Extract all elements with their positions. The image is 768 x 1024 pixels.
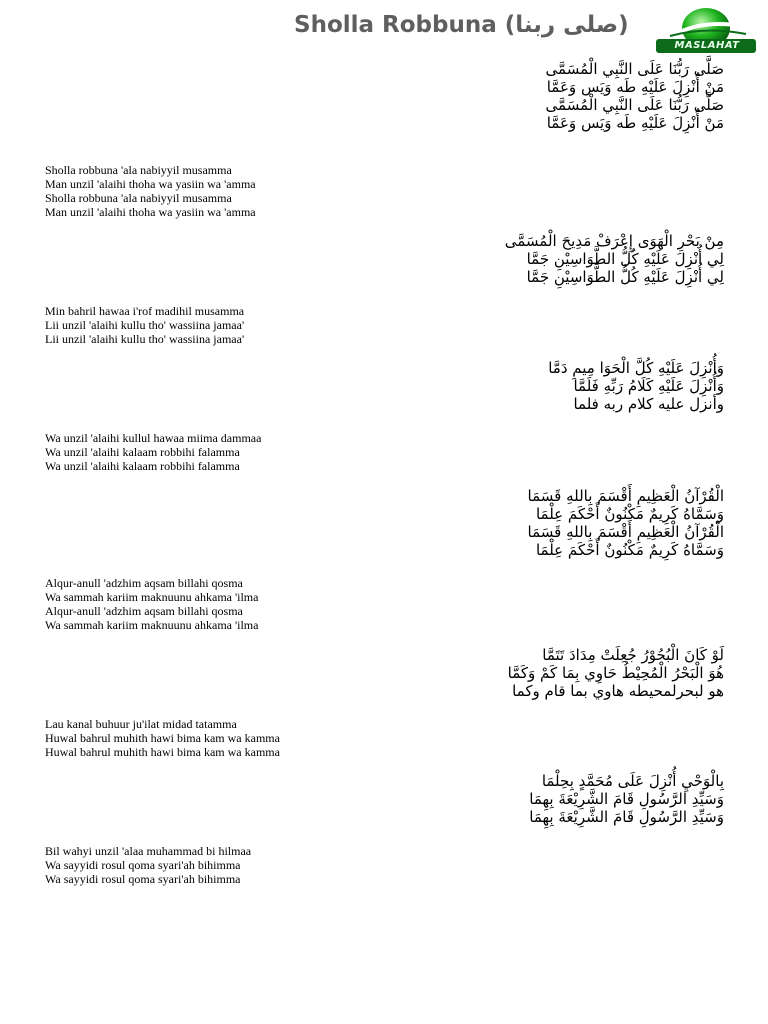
latin-line: Alqur-anull 'adzhim aqsam billahi qosma: [45, 576, 243, 590]
stanza-1-latin: [45, 163, 465, 219]
latin-line: Wa unzil 'alaihi kalaam robbihi falamma: [45, 445, 240, 459]
arabic-line: بِالْوَحْيِ أُنْزِلَ عَلَى مُحَمَّدٍ بِحِلْمَا: [541, 772, 724, 790]
latin-line: Wa unzil 'alaihi kullul hawaa miima dammaa: [45, 431, 262, 445]
stanza-5-arabic: [404, 646, 724, 700]
latin-line: Sholla robbuna 'ala nabiyyil musamma: [45, 191, 232, 205]
latin-line: Huwal bahrul muhith hawi bima kam wa kamma: [45, 745, 280, 759]
arabic-line: مَنْ أُنْزِلَ عَلَيْهِ طَه وَيَس وَعَمَّا: [546, 114, 724, 132]
latin-line: Wa sayyidi rosul qoma syari'ah bihimma: [45, 872, 241, 886]
arabic-line: وأنزل عليه كلام ربه فلما: [573, 395, 724, 413]
latin-line: Wa unzil 'alaihi kalaam robbihi falamma: [45, 459, 240, 473]
arabic-line: صَلَّى رَبُّنَا عَلَى النَّبِي الْمُسَمَّى: [545, 96, 724, 114]
latin-line: Alqur-anull 'adzhim aqsam billahi qosma: [45, 604, 243, 618]
latin-line: Lii unzil 'alaihi kullu tho' wassiina jamaa': [45, 318, 245, 332]
arabic-line: مَنْ أُنْزِلَ عَلَيْهِ طَه وَيَس وَعَمَّا: [546, 78, 724, 96]
stanza-4-latin: [45, 576, 465, 632]
arabic-line: وَأُنْزِلَ عَلَيْهِ كَلَامُ رَبِّهِ فَلَمَّا: [573, 377, 724, 395]
arabic-line: وَأُنْزِلَ عَلَيْهِ كُلَّ الْحَوَا مِيمِ دَمَّا: [548, 359, 724, 377]
latin-line: Bil wahyi unzil 'alaa muhammad bi hilmaa: [45, 844, 252, 858]
stanza-3-latin: [45, 431, 465, 473]
latin-line: Man unzil 'alaihi thoha wa yasiin wa 'amma: [45, 177, 256, 191]
stanza-3-arabic: [404, 359, 724, 413]
arabic-line: هُوَ الْبَحْرُ الْمُحِيْطُ حَاوِي بِمَا كَمْ وَكَمَّا: [507, 664, 724, 682]
arabic-line: هو لبحرلمحيطه هاوي بما قام وكما: [512, 682, 724, 700]
latin-line: Lii unzil 'alaihi kullu tho' wassiina jamaa': [45, 332, 245, 346]
stanza-4-arabic: [404, 487, 724, 559]
latin-line: Man unzil 'alaihi thoha wa yasiin wa 'amma: [45, 205, 256, 219]
latin-line: Wa sammah kariim maknuunu ahkama 'ilma: [45, 618, 259, 632]
stanza-1-arabic: [404, 60, 724, 132]
stanza-2-arabic: [404, 232, 724, 286]
arabic-line: وَسَيِّدِ الرَّسُولِ قَامَ الشَّرِيْعَةَ بِهِمَا: [529, 808, 724, 826]
latin-line: Lau kanal buhuur ju'ilat midad tatamma: [45, 717, 237, 731]
page-title: Sholla Robbuna (صلى ربنا): [294, 12, 629, 38]
stanza-6-latin: [45, 844, 465, 886]
arabic-line: وَسَمَّاهُ كَرِيمٌ مَكْنُونٌ أَحْكَمَ عِلْمَا: [535, 541, 724, 559]
latin-line: Min bahril hawaa i'rof madihil musamma: [45, 304, 245, 318]
arabic-line: مِنْ بَحْرِ الْهَوَى إِعْرَفْ مَدِيحَ الْمُسَمَّى: [504, 232, 724, 250]
arabic-line: الْقُرْآنُ الْعَظِيمِ أَقْسَمَ بِاللهِ قَسَمَا: [527, 487, 724, 505]
arabic-line: لِي أُنْزِلَ عَلَيْهِ كُلُّ الطَّوَاسِيْنِ جَمَّا: [526, 268, 724, 286]
arabic-line: لَوْ كَانَ الْبُحُوْرُ جُعِلَتْ مِدَادَ تَتَمَّا: [542, 646, 724, 664]
stanza-2-latin: [45, 304, 465, 346]
arabic-line: لِي أُنْزِلَ عَلَيْهِ كُلُّ الطَّوَاسِيْنِ جَمَّا: [526, 250, 724, 268]
latin-line: Huwal bahrul muhith hawi bima kam wa kamma: [45, 731, 280, 745]
arabic-line: وَسَمَّاهُ كَرِيمٌ مَكْنُونٌ أَحْكَمَ عِلْمَا: [535, 505, 724, 523]
brand-logo: [650, 6, 762, 58]
logo-text: MASLAHAT: [674, 40, 740, 51]
latin-line: Wa sayyidi rosul qoma syari'ah bihimma: [45, 858, 241, 872]
arabic-line: صَلَّى رَبُّنَا عَلَى النَّبِي الْمُسَمَّى: [545, 60, 724, 78]
arabic-line: الْقُرْآنُ الْعَظِيمِ أَقْسَمَ بِاللهِ قَسَمَا: [527, 523, 724, 541]
latin-line: Sholla robbuna 'ala nabiyyil musamma: [45, 163, 232, 177]
latin-line: Wa sammah kariim maknuunu ahkama 'ilma: [45, 590, 259, 604]
stanza-5-latin: [45, 717, 465, 759]
stanza-6-arabic: [404, 772, 724, 826]
arabic-line: وَسَيِّدِ الرَّسُولِ قَامَ الشَّرِيْعَةَ بِهِمَا: [529, 790, 724, 808]
